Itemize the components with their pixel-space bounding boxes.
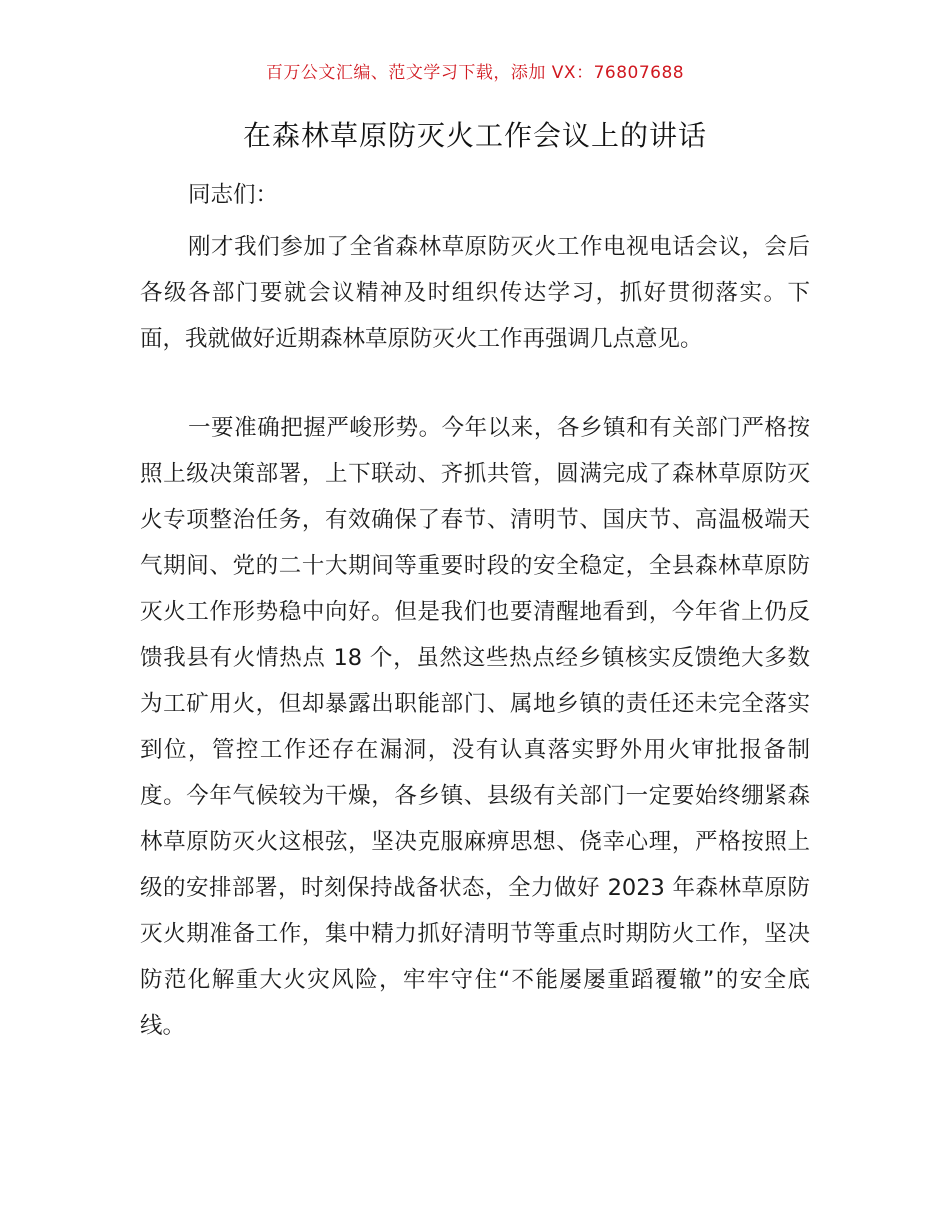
header-banner: 百万公文汇编、范文学习下载，添加 VX：76807688 bbox=[265, 63, 685, 83]
paragraph-1: 刚才我们参加了全省森林草原防灭火工作电视电话会议，会后各级各部门要就会议精神及时组织传达学习，抓好贯彻落实。下面，我就做好近期森林草原防灭火工作再强调几点意见。 bbox=[140, 234, 810, 352]
paragraph-2: 一要准确把握严峻形势。今年以来，各乡镇和有关部门严格按照上级决策部署，上下联动、齐抓共管，圆满完成了森林草原防灭火专项整治任务，有效确保了春节、清明节、国庆节、高温极端天气期间、党的二十大期间等重要时段的安全稳定，全县森林草原防灭火工作形势稳中向好。但是我们也要清醒地看到，今年省上仍反馈我县有火情热点 18 个，虽然这些热点经乡镇核实反馈绝大多数为工矿用火，但却暴露出职能部门、属地乡镇的责任还未完全落实到位，管控工作还存在漏洞，没有认真落实野外用火审批报备制度。今年气候较为干燥，各乡镇、县级有关部门一定要始终绷紧森林草原防灭火这根弦，坚决克服麻痹思想、侥幸心理，严格按照上级的安排部署，时刻保持战备状态，全力做好 2023 年森林草原防灭火期准备工作，集中精力抓好清明节等重点时期防火工作，坚决防范化解重大火灾风险，牢牢守住“不能屡屡重蹈覆辙”的安全底线。 bbox=[140, 415, 810, 1039]
salutation: 同志们： bbox=[188, 182, 279, 208]
document-title: 在森林草原防灭火工作会议上的讲话 bbox=[242, 119, 707, 152]
